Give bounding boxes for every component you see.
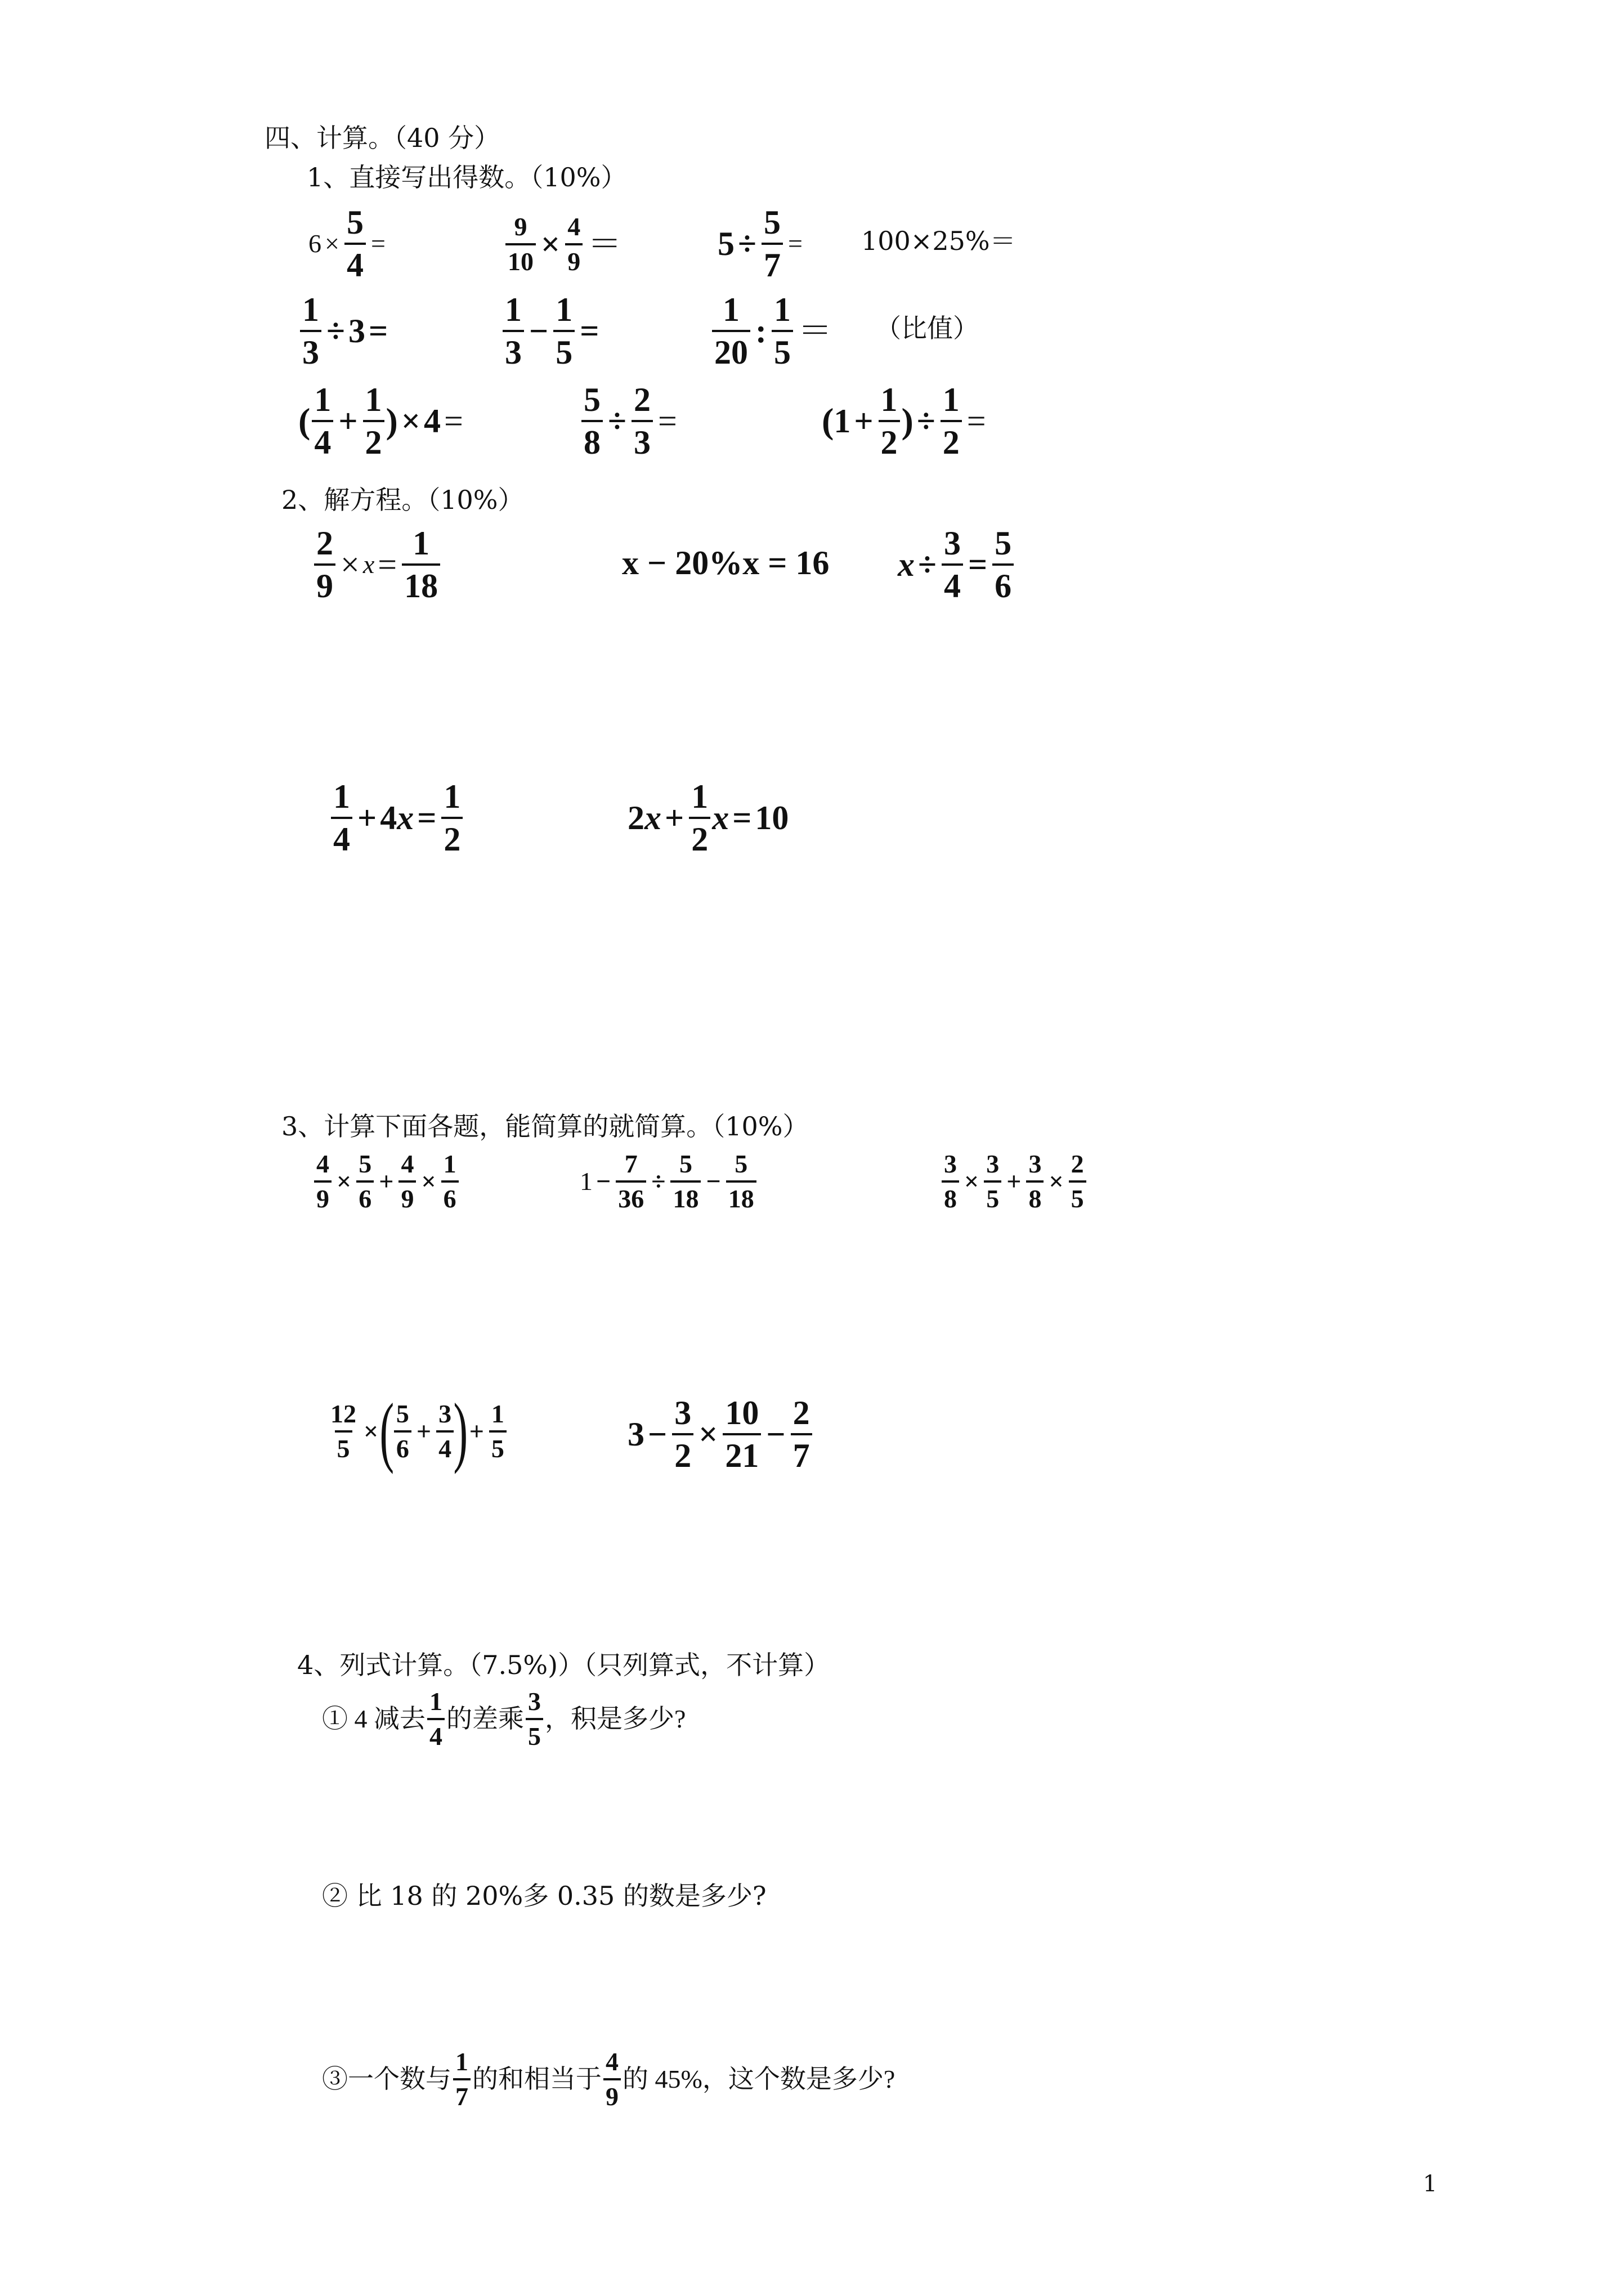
operator: +	[854, 402, 874, 440]
operator: ÷	[918, 546, 937, 583]
fraction: $\frac{1}{2}$	[689, 780, 710, 856]
fraction: $\frac{3}{5}$	[984, 1151, 1001, 1212]
calc-3	[940, 1151, 1088, 1212]
fraction: $\frac{1}{3}$	[503, 293, 524, 369]
operator: ×	[421, 1167, 436, 1196]
equals: =	[368, 312, 388, 350]
p1-expr-1	[308, 205, 389, 282]
fraction: $\frac{3}{4}$	[942, 526, 963, 603]
variable: x	[712, 799, 729, 836]
equals: =	[370, 229, 386, 258]
operator: +	[379, 1167, 394, 1196]
operator: −	[648, 1416, 668, 1453]
operator: ×	[964, 1167, 979, 1196]
fraction: $\frac{1}{2}$	[363, 383, 384, 459]
fraction: $\frac{5}{8}$	[581, 383, 603, 459]
fraction: $\frac{2}{5}$	[1069, 1151, 1086, 1212]
operator: +	[469, 1417, 484, 1445]
fraction: $\frac{1}{5}$	[772, 293, 793, 369]
operator: ×	[541, 226, 561, 263]
variable: x	[898, 546, 915, 583]
variable: x	[644, 799, 661, 836]
ratio-note: （比值）	[875, 313, 979, 343]
fraction: $\frac{1}{4}$	[312, 383, 333, 459]
p1-expr-7	[710, 293, 835, 369]
part2-title: 2、解方程。（10%）	[281, 485, 524, 515]
equation-2: x − 20%x = 16	[622, 544, 830, 581]
fraction: $\frac{1}{4}$	[331, 780, 352, 856]
operator: +	[357, 799, 377, 836]
operator: ÷	[326, 312, 345, 350]
p1-expr-6	[501, 293, 602, 369]
equation-3	[898, 526, 1015, 603]
p1-expr-8: ( $\frac{1}{4}$ + $\frac{1}{2}$ ) × 4 =	[298, 381, 463, 461]
operator: ÷	[916, 402, 935, 440]
operator: ×	[401, 402, 421, 440]
p1-expr-10: ( 1 + $\frac{1}{2}$ ) ÷ $\frac{1}{2}$ =	[822, 381, 986, 461]
fraction: $\frac{1}{6}$	[441, 1151, 459, 1212]
fraction: $\frac{5}{18}$	[726, 1151, 756, 1212]
p1-expr-5: $\frac{1}{3}$ ÷ 3 =	[298, 293, 391, 369]
part3-title: 3、计算下面各题，能简算的就简算。（10%）	[281, 1111, 809, 1142]
fraction: $\frac{1}{5}$	[489, 1401, 507, 1462]
fraction: $\frac{7}{36}$	[616, 1151, 646, 1212]
fraction: $\frac{2}{7}$	[791, 1396, 812, 1473]
fraction: $\frac{1}{20}$	[712, 293, 750, 369]
fraction: $\frac{1}{5}$	[553, 293, 575, 369]
variable: x	[397, 799, 414, 836]
fraction: $\frac{4}{9}$	[314, 1151, 332, 1212]
part4-title: 4、列式计算。（7.5%)）（只列算式，不计算）	[297, 1650, 830, 1680]
equals: =	[657, 402, 677, 440]
fraction: $\frac{1}{18}$	[402, 526, 440, 603]
equals: =	[378, 546, 397, 583]
part1-title: 1、直接写出得数。（10%）	[307, 162, 627, 193]
fraction: $\frac{9}{10}$	[505, 214, 536, 275]
fraction: $\frac{2}{9}$	[314, 526, 335, 603]
calc-5: 3 − $\frac{3}{2}$ × $\frac{10}{21}$ − $\frac{2}{7}$	[628, 1396, 814, 1473]
calc-4	[326, 1388, 508, 1475]
fraction: $\frac{5}{7}$	[762, 205, 783, 282]
equation-4: $\frac{1}{4}$ + 4 x = $\frac{1}{2}$	[329, 780, 464, 856]
fraction: $\frac{4}{9}$	[398, 1151, 416, 1212]
equals: =	[417, 799, 437, 836]
operator: ×	[364, 1417, 379, 1445]
fraction: $\frac{1}{2}$	[441, 780, 463, 856]
operator: +	[416, 1417, 432, 1445]
word-problem-3: ③一个数与 $\frac{1}{7}$ 的和相当于 $\frac{4}{9}$ 的 45%，这个数是多少?	[322, 2047, 895, 2111]
fraction: $\frac{4}{9}$	[603, 2049, 621, 2110]
fraction: $\frac{1}{7}$	[453, 2049, 471, 2110]
equals: =	[732, 799, 752, 836]
fraction: $\frac{12}{5}$	[330, 1399, 356, 1463]
word-problem-2: ② 比 18 的 20%多 0.35 的数是多少?	[322, 1881, 767, 1911]
operator: ×	[341, 546, 360, 583]
variable: x	[362, 550, 375, 579]
operator: −	[596, 1167, 611, 1196]
equals: =	[968, 546, 988, 583]
equals: =	[966, 402, 986, 440]
fraction: $\frac{2}{3}$	[632, 383, 653, 459]
left-paren: (	[379, 1388, 395, 1475]
equals: =	[444, 402, 463, 440]
fraction: $\frac{5}{18}$	[670, 1151, 701, 1212]
operator: ×	[1049, 1167, 1064, 1196]
term: 6	[308, 229, 321, 258]
fraction: $\frac{5}{6}$	[992, 526, 1014, 603]
page-number: 1	[1423, 2171, 1438, 2197]
operator: ÷	[608, 402, 626, 440]
equation-5: 2 x + $\frac{1}{2}$ x = 10	[628, 778, 789, 858]
operator: ×	[337, 1167, 352, 1196]
equals: ＝	[588, 226, 622, 263]
fraction: $\frac{3}{4}$	[436, 1401, 454, 1462]
equals: =	[580, 312, 599, 350]
operator: ÷	[738, 225, 756, 262]
p1-expr-4: 100×25%＝	[861, 226, 1016, 256]
p1-expr-9	[580, 383, 680, 459]
operator: +	[665, 799, 684, 836]
fraction: $\frac{3}{8}$	[942, 1151, 959, 1212]
operator: +	[1006, 1167, 1022, 1196]
operator: ÷	[651, 1167, 666, 1196]
fraction: $\frac{3}{5}$	[526, 1689, 543, 1749]
equals: =	[787, 229, 803, 258]
operator: −	[529, 312, 549, 350]
fraction: $\frac{1}{3}$	[300, 293, 321, 369]
equals: ＝	[798, 312, 832, 350]
section-title: 四、计算。（40 分）	[265, 123, 500, 153]
fraction: $\frac{4}{9}$	[565, 214, 583, 275]
p1-expr-3: 5 ÷ $\frac{5}{7}$ =	[718, 204, 803, 284]
equation-1	[312, 526, 442, 603]
fraction: $\frac{5}{4}$	[344, 205, 366, 282]
fraction: $\frac{10}{21}$	[723, 1396, 761, 1473]
calc-1	[312, 1151, 460, 1212]
calc-2: 1 − $\frac{7}{36}$ ÷ $\frac{5}{18}$ − $\frac{5}{18}$	[580, 1151, 758, 1212]
operator: −	[706, 1167, 721, 1196]
fraction: $\frac{3}{8}$	[1026, 1151, 1044, 1212]
fraction: $\frac{5}{6}$	[356, 1151, 374, 1212]
operator: ×	[698, 1416, 718, 1453]
right-paren: )	[453, 1388, 468, 1475]
p1-expr-2	[504, 214, 625, 275]
operator: ×	[325, 229, 339, 258]
word-problem-1: ① 4 减去 $\frac{1}{4}$ 的差乘 $\frac{3}{5}$ ，积是多少?	[322, 1687, 686, 1751]
operator: +	[338, 402, 358, 440]
fraction: $\frac{1}{4}$	[427, 1689, 445, 1749]
operator: :	[755, 312, 767, 350]
fraction: $\frac{3}{2}$	[672, 1396, 693, 1473]
fraction: $\frac{5}{6}$	[394, 1401, 411, 1462]
fraction: $\frac{1}{2}$	[879, 383, 900, 459]
fraction: $\frac{1}{2}$	[941, 383, 962, 459]
operator: −	[766, 1416, 786, 1453]
